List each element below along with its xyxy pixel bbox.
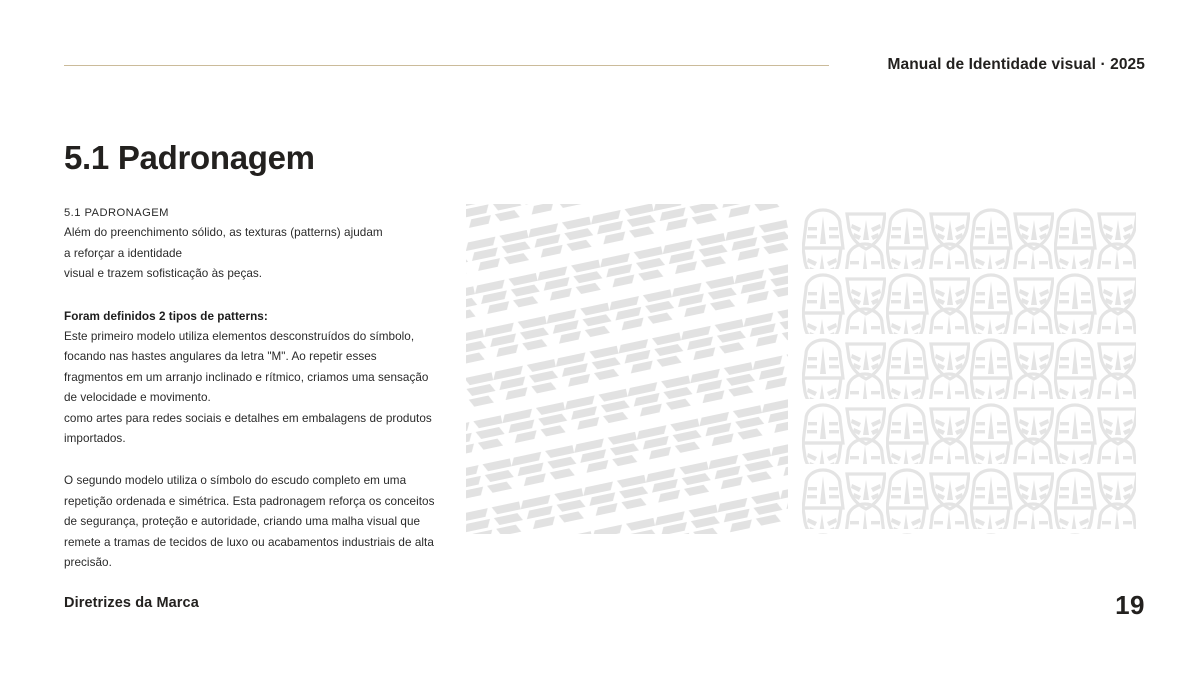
intro-line-2: a reforçar a identidade <box>64 246 183 260</box>
page-title: 5.1 Padronagem <box>64 139 315 177</box>
section-kicker: 5.1 PADRONAGEM <box>64 207 169 219</box>
spacer-1 <box>64 285 436 307</box>
intro-line-1: Além do preenchimento sólido, as texturas (patterns) ajudam <box>64 226 383 240</box>
paragraph-group-2 <box>64 471 436 573</box>
paragraph-1: Este primeiro modelo utiliza elementos desconstruídos do símbolo, focando nas hastes angulares da letra "M". Ao repetir esses fragmentos em um arranjo inclinado e rítmico, criamos uma sensação de velocidade e movimento. <box>64 330 429 405</box>
pattern-shield-grid-swatch <box>802 204 1136 534</box>
page-number: 19 <box>1115 590 1145 620</box>
page-header <box>0 0 1200 95</box>
intro-line-3: visual e trazem sofisticação às peças. <box>64 267 263 281</box>
paragraph-1b: como artes para redes sociais e detalhes em embalagens de produtos importados. <box>64 411 432 446</box>
pattern-deconstructed-m-swatch <box>466 204 788 534</box>
footer-label: Diretrizes da Marca <box>64 595 199 611</box>
header-title: Manual de Identidade visual · 2025 <box>887 56 1145 73</box>
paragraph-2: O segundo modelo utiliza o símbolo do escudo completo em uma repetição ordenada e simétrica. Esta padronagem reforça os conceitos de segurança, proteção e autoridade, criando uma malha visual que remete a tramas de tecidos de luxo ou acabamentos industriais de alta precisão. <box>64 474 435 570</box>
subheading-patterns: Foram definidos 2 tipos de patterns: <box>64 309 268 323</box>
pattern-deconstructed-m-graphic <box>466 204 788 534</box>
pattern-shield-grid-graphic <box>802 204 1136 534</box>
header-rule <box>64 65 829 66</box>
pattern-showcase <box>466 204 1136 534</box>
body-text-column <box>64 203 436 574</box>
spacer-2 <box>64 449 436 471</box>
paragraph-group-1 <box>64 327 436 449</box>
